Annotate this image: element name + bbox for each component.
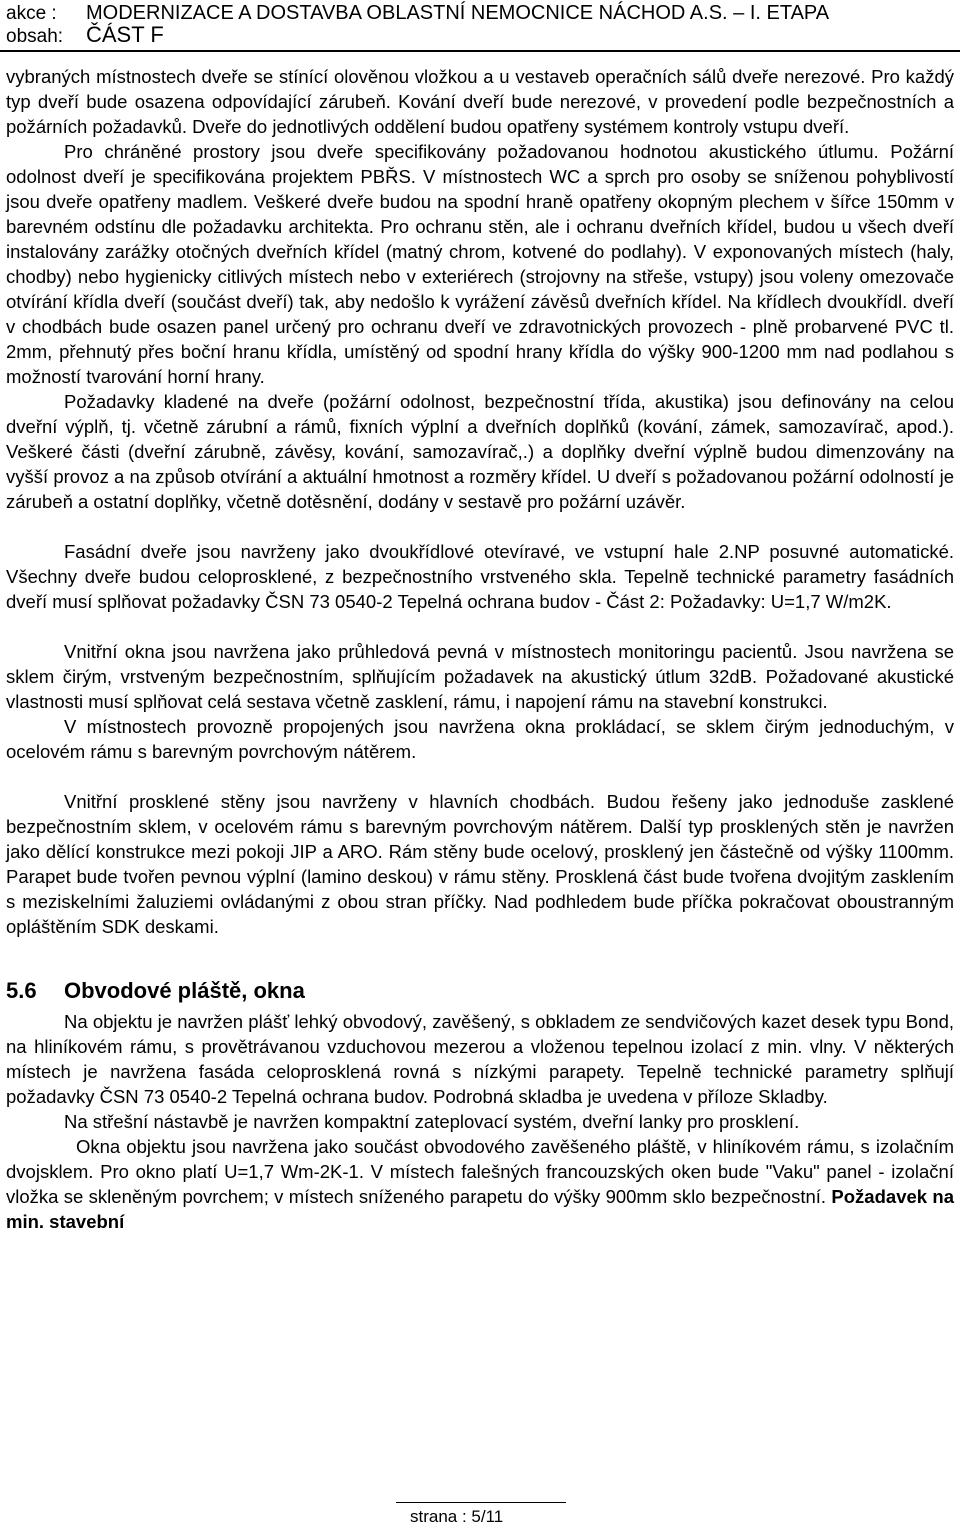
spacer xyxy=(6,514,954,539)
paragraph-pass-windows: V místnostech provozně propojených jsou navržena okna prokládací, se sklem čirým jednoduchým, v ocelovém rámu s barevným povrchovým nátěrem. xyxy=(6,716,954,762)
section-title: Obvodové pláště, okna xyxy=(64,978,305,1003)
header-content-row xyxy=(6,24,164,48)
page-footer xyxy=(0,1502,960,1529)
header-content-label: obsah: xyxy=(6,26,64,47)
page-header xyxy=(0,0,960,52)
header-action-label: akce : xyxy=(6,3,57,24)
paragraph-doors-acoustic: Pro chráněné prostory jsou dveře specifikovány požadovanou hodnotou akustického útlumu. Požární odolnost dveří je specifikována projektem PBŘS. V místnostech WC a sprch pro osoby se sníženou pohyblivostí jsou dveře opatřeny madlem. Veškeré dveře budou na spodní hraně opatřeny okopným plechem v šířce 150mm v barevném odstínu dle požadavku architekta. Pro ochranu stěn, ale i ochranu dveřních křídel, budou u všech dveří instalovány zarážky otočných dveřních křídel (matný chrom, kotvené do podlahy). V exponovaných místech (haly, chodby) nebo hygienicky citlivých místech nebo v exteriérech (strojovny na střeše, vstupy) jsou voleny omezovače otvírání křídla dveří (součást dveří) tak, aby nedošlo k vyrážení závěsů dveřních křídel. Na křídlech dvoukřídl. dveří v chodbách bude osazen panel určený pro ochranu dveří ve zdravotnických provozech - plně probarvené PVC tl. 2mm, přehnutý přes boční hranu křídla, umístěný od spodní hrany křídla do výšky 900-1200 mm nad podlahou s možností tvarování horní hrany. xyxy=(6,141,954,387)
footer-rule xyxy=(396,1502,566,1503)
paragraph-facade-doors: Fasádní dveře jsou navrženy jako dvoukřídlové otevíravé, ve vstupní hale 2.NP posuvné automatické. Všechny dveře budou celoprosklené, z bezpečnostního vrstveného skla. Tepelně technické parametry fasádních dveří musí splňovat požadavky ČSN 73 0540-2 Tepelná ochrana budov - Část 2: Požadavky: U=1,7 W/m2K. xyxy=(6,541,954,612)
paragraph-windows-bold: Požadavek na min. stavební xyxy=(6,1186,955,1232)
page-number: strana : 5/11 xyxy=(410,1507,504,1526)
paragraph-doors-continued: vybraných místnostech dveře se stínící olověnou vložkou a u vestaveb operačních sálů dveře nerezové. Pro každý typ dveří bude osazena odpovídající zárubeň. Kování dveří bude nerezové, v provedení podle bezpečnostních a požárních požadavků. Dveře do jednotlivých oddělení budou opatřeny systémem kontroly vstupu dveří. xyxy=(6,66,954,137)
section-number: 5.6 xyxy=(6,978,37,1003)
document-body xyxy=(6,64,954,1234)
paragraph-glass-walls: Vnitřní prosklené stěny jsou navrženy v hlavních chodbách. Budou řešeny jako jednoduše zasklené bezpečnostním sklem, v ocelovém rámu s barevným povrchovým nátěrem. Další typ prosklených stěn je navržen jako dělící konstrukce mezi pokoji JIP a ARO. Rám stěny bude ocelový, prosklený jen částečně od výšky 1100mm. Parapet bude tvořen pevnou výplní (lamino deskou) v rámu stěny. Prosklená část bude tvořena dvojitým zasklením s meziskelními žaluziemi ovládanými z obou stran příčky. Nad podhledem bude příčka pokračovat oboustranným opláštěním SDK deskami. xyxy=(6,791,954,937)
spacer xyxy=(6,939,954,975)
paragraph-roof-insulation: Na střešní nástavbě je navržen kompaktní zateplovací systém, dveřní lanky pro prosklení. xyxy=(64,1111,800,1132)
paragraph-curtain-wall: Na objektu je navržen plášť lehký obvodový, zavěšený, s obkladem ze sendvičových kazet desek typu Bond, na hliníkovém rámu, s provětrávanou vzduchovou mezerou a vloženou tepelnou izolací z min. vlny. V některých místech je navržena fasáda celoprosklená rovná s nízkými parapety. Tepelně technické parametry splňují požadavky ČSN 73 0540-2 Tepelná ochrana budov. Podrobná skladba je uvedena v příloze Skladby. xyxy=(6,1011,954,1107)
spacer xyxy=(6,614,954,639)
spacer xyxy=(6,764,954,789)
header-action-value: MODERNIZACE A DOSTAVBA OBLASTNÍ NEMOCNICE NÁCHOD A.S. – I. ETAPA xyxy=(86,2,830,24)
paragraph-windows xyxy=(6,1134,954,1234)
paragraph-windows-text: Okna objektu jsou navržena jako součást obvodového zavěšeného pláště, v hliníkovém rámu, s izolačním dvojsklem. Pro okno platí U=1,7 Wm-2K-1. V místech falešných francouzských oken bude "Vaku" panel - izolační vložka se skleněným povrchem; v místech sníženého parapetu do výšky 900mm sklo bezpečnostní. xyxy=(6,1136,954,1207)
section-heading xyxy=(6,975,954,1007)
header-rule xyxy=(0,50,960,52)
header-content-value: ČÁST F xyxy=(86,22,164,47)
paragraph-doors-requirements: Požadavky kladené na dveře (požární odolnost, bezpečnostní třída, akustika) jsou definovány na celou dveřní výplň, tj. včetně zárubní a rámů, fixních výplní a dveřních doplňků (kování, zámek, samozavírač, apod.). Veškeré části (dveřní zárubně, závěsy, kování, samozavírač,.) a doplňky dveřní výplně budou dimenzovány na vyšší provoz a na způsob otvírání a aktuální hmotnost a rozměry křídel. U dveří s požadovanou požární odolností je zárubeň a ostatní doplňky, včetně dotěsnění, dodány v sestavě pro požární uzávěr. xyxy=(6,391,954,512)
paragraph-interior-windows: Vnitřní okna jsou navržena jako průhledová pevná v místnostech monitoringu pacientů. Jsou navržena se sklem čirým, vrstveným bezpečnostním, splňujícím požadavek na akustický útlum 32dB. Požadované akustické vlastnosti musí splňovat celá sestava včetně zasklení, rámu, i napojení rámu na stavební konstrukci. xyxy=(6,641,954,712)
